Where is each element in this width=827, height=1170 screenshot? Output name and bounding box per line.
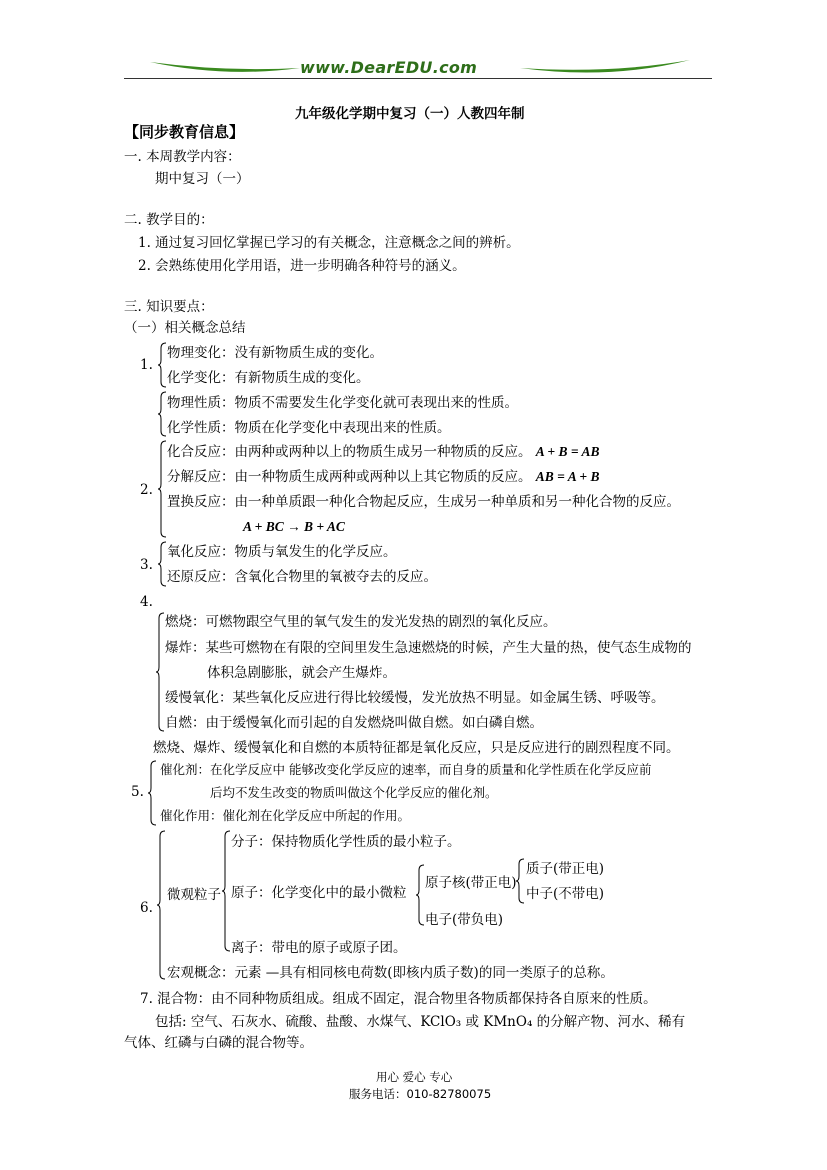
g2-number: 2. [140, 482, 153, 498]
g3-reduction: 还原反应：含氧化合物里的氧被夺去的反应。 [167, 569, 437, 585]
footer-slogan: 用心 爱心 专心 [376, 1070, 453, 1084]
g4-explosion-2: 体积急剧膨胀，就会产生爆炸。 [207, 665, 396, 681]
header-logo[interactable]: www.DearEDU.com [300, 58, 478, 77]
g6-nucleus: 原子核(带正电) [425, 875, 517, 891]
g2-decomposition [167, 469, 599, 485]
part2-item-1: 1. 通过复习回忆掌握已学习的有关概念，注意概念之间的辨析。 [138, 235, 520, 251]
g3-number: 3. [140, 557, 153, 573]
g7-mixture: 7. 混合物：由不同种物质组成。组成不固定，混合物里各物质都保持各自原来的性质。 [140, 991, 657, 1007]
part2-item-2: 2. 会熟练使用化学用语，进一步明确各种符号的涵义。 [138, 258, 466, 274]
g5-catalysis: 催化作用：催化剂在化学反应中所起的作用。 [160, 808, 411, 823]
g6-neutron: 中子(不带电) [526, 886, 605, 902]
g6-electron: 电子(带负电) [425, 912, 504, 928]
footer-phone: 服务电话：010-82780075 [349, 1087, 492, 1101]
g1-physical-change: 物理变化：没有新物质生成的变化。 [167, 345, 383, 361]
g6-atom: 原子：化学变化中的最小微粒 [231, 885, 407, 901]
header-swoosh-left [150, 56, 300, 76]
g4-number: 4. [140, 594, 153, 610]
g4-spontaneous-combustion: 自燃：由于缓慢氧化而引起的自发燃烧叫做自燃。如白磷自燃。 [165, 715, 543, 731]
g1-chemical-property: 化学性质：物质在化学变化中表现出来的性质。 [167, 420, 451, 436]
part3-heading: 三. 知识要点： [124, 299, 214, 315]
g6-number: 6. [140, 900, 153, 916]
g4-slow-oxidation: 缓慢氧化：某些氧化反应进行得比较缓慢，发光放热不明显。如金属生锈、呼吸等。 [165, 690, 665, 706]
brace-g6-outer [157, 830, 167, 980]
g6-macro-concept: 宏观概念：元素 —具有相同核电荷数(即核内质子数)的同一类原子的总称。 [167, 965, 614, 981]
g2-displacement: 置换反应：由一种单质跟一种化合物起反应，生成另一种单质和另一种化合物的反应。 [167, 494, 680, 510]
section-heading: 【同步教育信息】 [124, 123, 245, 141]
g6-ion: 离子：带电的原子或原子团。 [231, 940, 407, 956]
part3-subheading: （一）相关概念总结 [124, 320, 246, 336]
g7-includes-1: 包括: 空气、石灰水、硫酸、盐酸、水煤气、KClO₃ 或 KMnO₄ 的分解产物、河水、稀有 [155, 1014, 686, 1030]
header-rule [124, 78, 712, 79]
g2-combination [167, 444, 599, 460]
g4-explosion-1: 爆炸：某些可燃物在有限的空间里发生急速燃烧的时候，产生大量的热，使气态生成物的 [165, 640, 692, 656]
g2-decomposition-formula: AB = A + B [535, 469, 600, 484]
g1-chemical-change: 化学变化：有新物质生成的变化。 [167, 370, 370, 386]
g6-micro-particles: 微观粒子 [167, 887, 221, 903]
g7-includes-2: 气体、红磷与白磷的混合物等。 [124, 1035, 313, 1051]
g5-catalyst-1: 催化剂：在化学反应中 能够改变化学反应的速率，而自身的质量和化学性质在化学反应前 [160, 762, 652, 777]
part1-content: 期中复习（一） [155, 171, 250, 187]
brace-g5 [148, 760, 158, 826]
g2-decomposition-text: 分解反应：由一种物质生成两种或两种以上其它物质的反应。 [167, 469, 532, 485]
part1-heading: 一. 本周教学内容： [124, 149, 241, 165]
g2-combination-formula: A + B = AB [535, 444, 600, 459]
g2-displacement-formula: A + BC → B + AC [243, 519, 345, 534]
g6-proton: 质子(带正电) [526, 861, 605, 877]
g4-summary: 燃烧、爆炸、缓慢氧化和自燃的本质特征都是氧化反应，只是反应进行的剧烈程度不同。 [153, 740, 680, 756]
g1-physical-property: 物理性质：物质不需要发生化学变化就可表现出来的性质。 [167, 395, 518, 411]
g1-number: 1. [140, 357, 153, 373]
g2-combination-text: 化合反应：由两种或两种以上的物质生成另一种物质的反应。 [167, 444, 532, 460]
page-title: 九年级化学期中复习（一）人教四年制 [295, 106, 525, 122]
g4-combustion: 燃烧：可燃物跟空气里的氧气发生的发光发热的剧烈的氧化反应。 [165, 614, 557, 630]
g3-oxidation: 氧化反应：物质与氧发生的化学反应。 [167, 544, 397, 560]
g5-catalyst-2: 后均不发生改变的物质叫做这个化学反应的催化剂。 [210, 785, 498, 800]
g5-number: 5. [131, 784, 144, 800]
part2-heading: 二. 教学目的： [124, 212, 214, 228]
brace-g6-nucleus [516, 858, 526, 904]
g6-molecule: 分子：保持物质化学性质的最小粒子。 [231, 834, 461, 850]
header-swoosh-right [520, 56, 690, 76]
